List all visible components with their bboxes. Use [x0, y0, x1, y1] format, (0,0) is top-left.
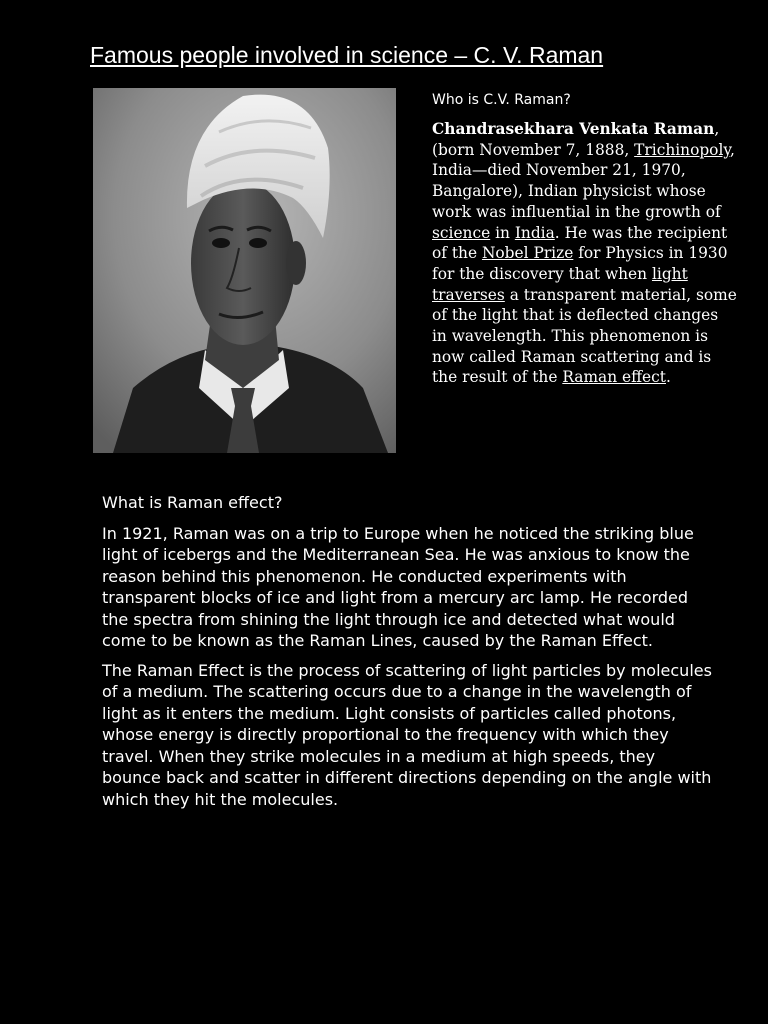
link-trichinopoly[interactable]: Trichinopoly	[634, 140, 731, 159]
link-science[interactable]: science	[432, 223, 491, 242]
bio-text: .	[665, 368, 671, 387]
bio-text: , India—died November 21, 1970, Bangalore), Indian physicist whose work was influential in the growth of	[432, 140, 735, 221]
link-traverses[interactable]: traverses	[432, 285, 505, 304]
link-raman-effect[interactable]: Raman effect	[562, 368, 666, 387]
bio-text: , (born November 7, 1888,	[432, 120, 720, 159]
portrait-photo	[93, 88, 396, 453]
link-light[interactable]: light	[651, 264, 688, 283]
who-is-heading: Who is C.V. Raman?	[432, 92, 571, 108]
main-content	[102, 492, 712, 818]
link-india[interactable]: India	[514, 223, 555, 242]
bio-text: for Physics in 1930 for the discovery that when	[432, 244, 728, 283]
bio-name: Chandrasekhara Venkata Raman	[432, 120, 715, 138]
intro-sidebar	[432, 91, 737, 388]
bio-text: in	[490, 223, 515, 242]
history-paragraph: In 1921, Raman was on a trip to Europe when he noticed the striking blue light of icebergs and the Mediterranean Sea. He was anxious to know the reason behind this phenomenon. He conducted experiments with transparent blocks of ice and light from a mercury arc lamp. He recorded the spectra from shining the light through ice and detected what would come to be known as the Raman Lines, caused by the Raman Effect.	[102, 523, 694, 650]
raman-effect-heading: What is Raman effect?	[102, 493, 283, 512]
explanation-paragraph: The Raman Effect is the process of scattering of light particles by molecules of a medium. The scattering occurs due to a change in the wavelength of light as it enters the medium. Light consists of particles called photons, whose energy is directly proportional to the frequency with which they travel. When they strike molecules in a medium at high speeds, they bounce back and scatter in different directions depending on the angle with which they hit the molecules.	[102, 660, 712, 809]
bio-paragraph	[432, 119, 737, 388]
bio-text: a transparent material, some of the light that is deflected changes in wavelength. This phenomenon is now called Raman scattering and is the result of the	[432, 285, 737, 387]
bio-text: . He was the recipient of the	[432, 223, 728, 263]
link-nobel-prize[interactable]: Nobel Prize	[481, 244, 574, 263]
page-title: Famous people involved in science – C. V. Raman	[90, 42, 604, 68]
